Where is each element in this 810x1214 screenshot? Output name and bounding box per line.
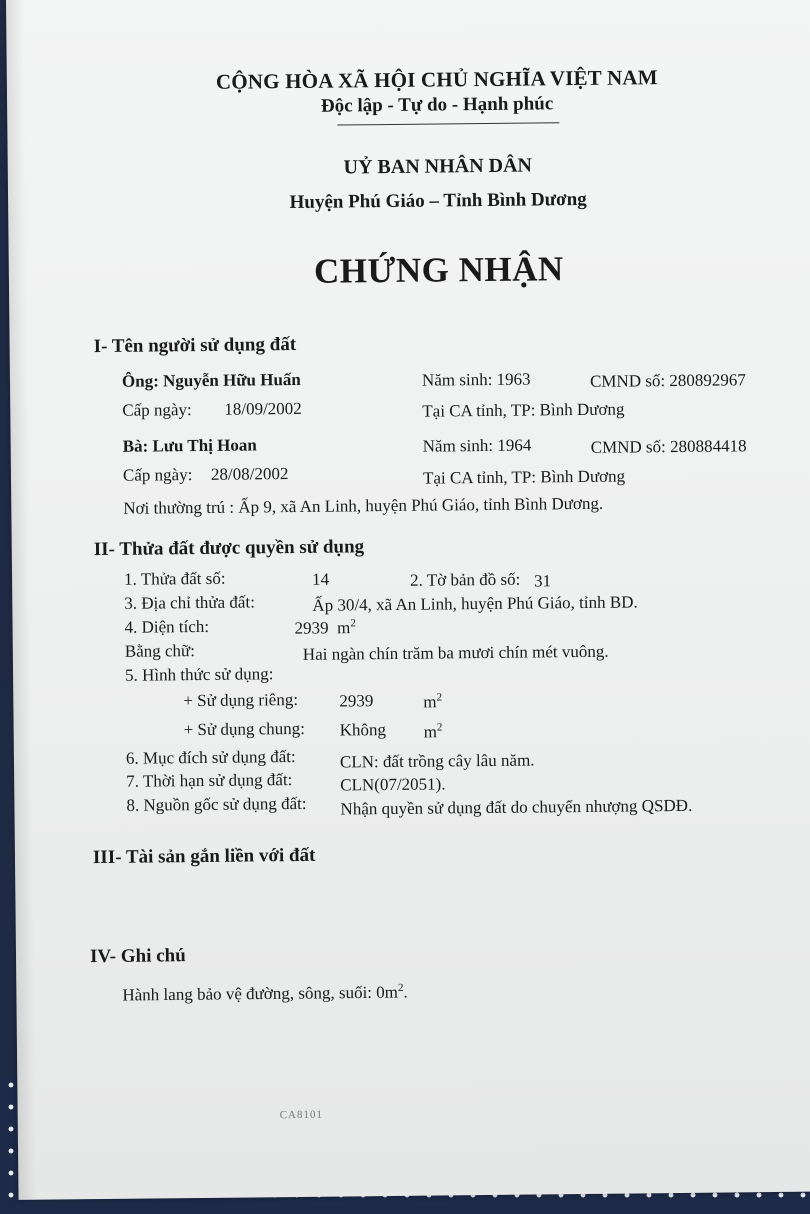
land-purpose-label: 6. Mục đích sử dụng đất: [125, 747, 296, 768]
area-label: 4. Diện tích: [124, 616, 210, 637]
map-sheet-value: 31 [534, 571, 552, 591]
land-origin-label: 8. Nguồn gốc sử dụng đất: [126, 793, 307, 815]
usage-term-label: 7. Thời hạn sử dụng đất: [126, 770, 293, 791]
parcel-number-value: 14 [311, 569, 330, 589]
note-text: Hành lang bảo vệ đường, sông, suối: $0m^2$. [122, 981, 408, 1005]
print-code-stamp: CA8101 [279, 1108, 324, 1122]
owner1-id-number: CMND số: 280892967 [589, 370, 746, 391]
section-4-heading: IV- Ghi chú [89, 945, 186, 968]
area-words-value: Hai ngàn chín trăm ba mươi chín mét vuông. [302, 641, 609, 664]
shared-use-unit: $m^2$ [423, 721, 443, 742]
area-words-label: Bằng chữ: [124, 641, 196, 661]
owner1-issue-label: Cấp ngày: [122, 400, 192, 420]
issuing-committee: UỶ BAN NHÂN DÂN [343, 154, 533, 179]
private-use-value: 2939 [339, 691, 374, 711]
nation-name: CỘNG HÒA XÃ HỘI CHỦ NGHĨA VIỆT NAM [215, 65, 658, 94]
owner2-id-number: CMND số: 280884418 [590, 436, 747, 457]
parcel-number-label: 1. Thửa đất số: [123, 568, 226, 589]
residence-address: Nơi thường trú : Ấp 9, xã An Linh, huyện Phú Giáo, tỉnh Bình Dương. [123, 493, 604, 518]
parcel-address-label: 3. Địa chỉ thửa đất: [124, 592, 255, 613]
section-3-heading: III- Tài sản gắn liền với đất [92, 844, 316, 869]
land-purpose-value: CLN: đất trồng cây lâu năm. [339, 750, 535, 772]
owner2-name: Bà: Lưu Thị Hoan [122, 435, 257, 456]
owner2-birth-year: Năm sinh: 1964 [422, 435, 532, 456]
national-motto: Độc lập - Tự do - Hạnh phúc [320, 93, 554, 117]
owner1-issue-date: 18/09/2002 [224, 398, 302, 419]
document-title: CHỨNG NHẬN [313, 249, 564, 291]
shared-use-label: + Sử dụng chung: [183, 718, 306, 740]
section-1-heading: I- Tên người sử dụng đất [93, 333, 297, 358]
land-origin-value: Nhận quyền sử dụng đất do chuyển nhượng QSDĐ. [340, 795, 693, 819]
parcel-address-value: Ấp 30/4, xã An Linh, huyện Phú Giáo, tỉnh BD. [312, 592, 638, 615]
section-2-heading: II- Thửa đất được quyền sử dụng [93, 536, 365, 561]
private-use-unit: $m^2$ [423, 691, 443, 712]
owner1-name: Ông: Nguyễn Hữu Huấn [121, 369, 301, 391]
usage-term-value: CLN(07/2051). [340, 774, 446, 795]
certificate-sheet [6, 0, 810, 1200]
owner2-issue-date: 28/08/2002 [210, 464, 289, 484]
owner2-issue-place: Tại CA tỉnh, TP: Bình Dương [422, 466, 626, 488]
motto-underline [337, 122, 559, 125]
owner1-birth-year: Năm sinh: 1963 [421, 369, 531, 390]
area-value: 2939 $m^2$ [294, 617, 356, 638]
map-sheet-label: 2. Tờ bản đồ số: [409, 569, 521, 590]
usage-form-label: 5. Hình thức sử dụng: [124, 664, 274, 685]
issuing-district: Huyện Phú Giáo – Tỉnh Bình Dương [289, 188, 587, 214]
shared-use-value: Không [339, 720, 387, 740]
private-use-label: + Sử dụng riêng: [183, 689, 299, 711]
owner1-issue-place: Tại CA tỉnh, TP: Bình Dương [422, 399, 625, 421]
owner2-issue-label: Cấp ngày: [122, 465, 193, 485]
